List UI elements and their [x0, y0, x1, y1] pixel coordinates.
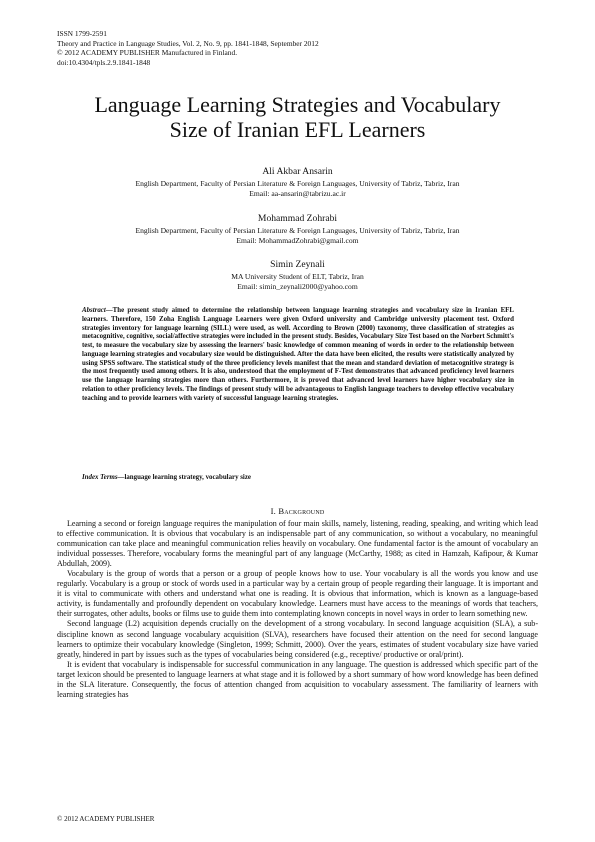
- index-terms-text: —language learning strategy, vocabulary size: [117, 474, 251, 481]
- author-email: Email: simin_zeynali2000@yahoo.com: [237, 281, 358, 291]
- section-number: I.: [270, 506, 276, 516]
- author-block-3: [40, 259, 555, 292]
- page-footer: © 2012 ACADEMY PUBLISHER: [57, 815, 155, 823]
- author-email: Email: aa-ansarin@tabrizu.ac.ir: [249, 188, 346, 198]
- title-line-1: Language Learning Strategies and Vocabulary: [94, 92, 501, 117]
- abstract-label: Abstract: [82, 307, 106, 314]
- paper-title: [40, 92, 555, 142]
- author-affiliation: English Department, Faculty of Persian Literature & Foreign Languages, University of Tabriz, Tabriz, Iran: [135, 179, 460, 188]
- issn: ISSN 1799-2591: [57, 29, 107, 38]
- author-affiliation: English Department, Faculty of Persian Literature & Foreign Languages, University of Tabriz, Tabriz, Iran: [135, 226, 460, 235]
- author-name: Ali Akbar Ansarin: [262, 166, 333, 177]
- citation: Theory and Practice in Language Studies, Vol. 2, No. 9, pp. 1841-1848, September 2012: [57, 38, 319, 48]
- paragraph: Second language (L2) acquisition depends crucially on the development of a strong vocabulary. In second language acquisition (SLA), a sub-discipline known as second language vocabulary acquisition (SLVA), researchers have focused their attention on the need for second language learners to optimize their vocabulary knowledge (Singleton, 1999; Schmitt, 2000). Over the years, estimates of student vocabulary size have varied greatly, hindered in part by issues such as the types of vocabularies being considered (e.g., receptive/ productive or oral/print).: [57, 619, 538, 659]
- copyright: © 2012 ACADEMY PUBLISHER Manufactured in Finland.: [57, 48, 238, 58]
- author-block-2: [40, 213, 555, 246]
- author-block-1: [40, 166, 555, 199]
- paragraph: Vocabulary is the group of words that a person or a group of people knows how to use. Your vocabulary is all the words you know and use regularly. Vocabulary is a group or stock of words used in a particular way by a certain group of people regarding their language. It is important and it is vital to communicate with others and understand what one is reading. It is obvious that information, which is known as a language-based activity, is fundamentally and profoundly dependent on vocabulary knowledge. Learners must have access to the meanings of words that teachers, their surrogates, other adults, books or films use to guide them into contemplating known concepts in novel ways in order to learn something new.: [57, 569, 538, 619]
- index-terms-label: Index Terms: [82, 474, 118, 481]
- abstract-text: —The present study aimed to determine the relationship between language learning strategies and vocabulary size in Iranian EFL learners. Therefore, 150 Zoha English Language Learners were given Oxford university and Cambridge university placement test. Oxford strategies inventory for language learning (SILL) were used, as well. According to Brown (2000) taxonomy, three classification of strategies as metacognitive, cognitive, social/affective strategies were included in the present study. Besides, Vocabulary Size Test based on the Norbert Schmitt's test, to measure the vocabulary size by assessing the learners' basic knowledge of common meaning of words in order to the relationship between language learning strategies and vocabulary size would be distinguished. After the data have been elicited, the results were statistically analyzed by using SPSS software. The statistical study of the three proficiency levels manifest that the mean and standard deviation of metacognitive strategy is the most frequently used among others. It is also, understood that the employment of F-Test demonstrates that advanced proficiency level learners use the language learning strategies more than others. Furthermore, it is proved that advanced level learners have higher vocabulary size in relation to other proficiency levels. The findings of present study will be advantageous to English language teachers to develop effective vocabulary teaching and to provide learners with variety of successful language learning strategies.: [82, 307, 514, 402]
- section-title: Background: [278, 506, 325, 516]
- author-name: Simin Zeynali: [270, 259, 325, 270]
- body-text: [57, 519, 538, 700]
- index-terms: [82, 473, 514, 482]
- author-affiliation: MA University Student of ELT, Tabriz, Iran: [231, 272, 364, 281]
- doi: doi:10.4304/tpls.2.9.1841-1848: [57, 57, 151, 67]
- abstract: [82, 307, 514, 403]
- paragraph: Learning a second or foreign language requires the manipulation of four main skills, namely, listening, reading, speaking, and writing which lead to effective communication. It is obvious that vocabulary is an indispensable part of any communication, so without a vocabulary, no meaningful communication can take place and meaningful communication relies heavily on vocabulary. One fundamental factor is the amount of vocabulary an individual possesses. Therefore, vocabulary forms the meaningful part of any language (McCarthy, 1988; as cited in Hamzah, Kafipour, & Kumar Abdullah, 2009).: [57, 519, 538, 569]
- paragraph: It is evident that vocabulary is indispensable for successful communication in any language. The question is addressed which specific part of the target lexicon should be presented to language learners at what stage and it is followed by a short summary of how word knowledge has been defined in the SLA literature. Consequently, the focus of attention changed from acquisition to vocabulary assessment. The familiarity of learners with learning strategies has: [57, 659, 538, 699]
- author-email: Email: MohammadZohrabi@gmail.com: [236, 235, 359, 245]
- author-name: Mohammad Zohrabi: [257, 213, 338, 224]
- journal-header: [57, 29, 537, 67]
- section-heading: [57, 506, 538, 516]
- title-line-2: Size of Iranian EFL Learners: [169, 117, 426, 142]
